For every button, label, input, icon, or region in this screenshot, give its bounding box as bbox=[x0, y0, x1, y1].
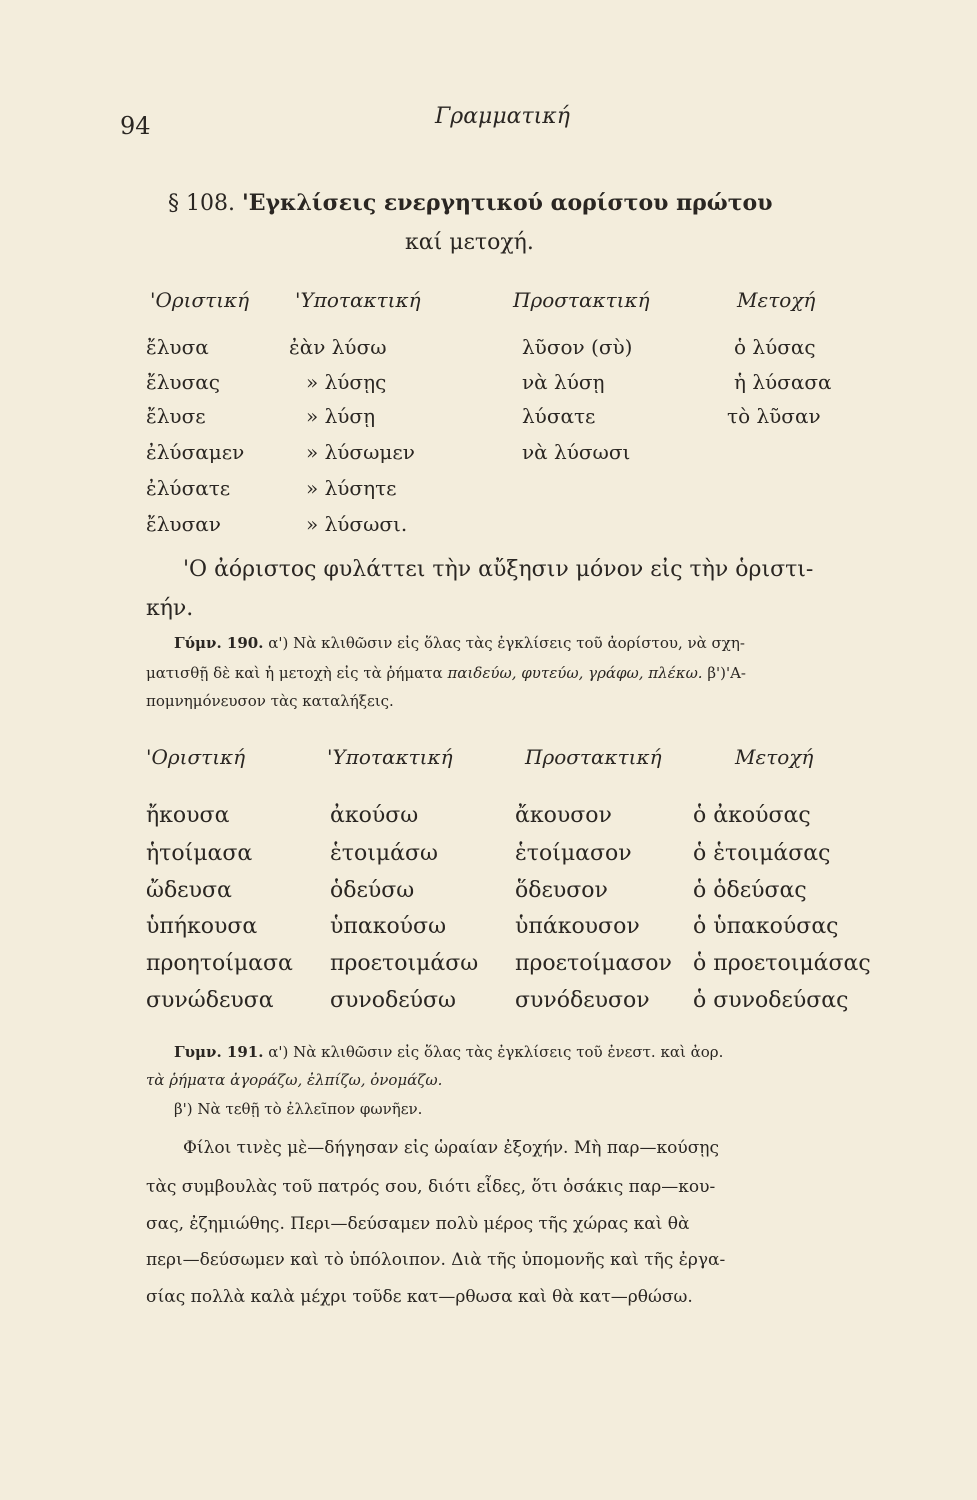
table2-header-oristiki: 'Οριστική bbox=[146, 745, 246, 769]
table2-ypotaktiki-cell: ὑπακούσω bbox=[330, 914, 447, 939]
table1-oristiki-cell: ἐλύσαμεν bbox=[146, 440, 245, 464]
note-line2: κήν. bbox=[146, 596, 194, 621]
table2-prostaktiki-cell: προετοίμασον bbox=[515, 951, 672, 976]
table1-metochi-cell: ὁ λύσας bbox=[734, 335, 816, 359]
table1-oristiki-cell: ἔλυσε bbox=[146, 404, 206, 428]
passage-line: Φίλοι τινὲς μὲ—δήγησαν εἰς ὡραίαν ἐξοχήν. Μὴ παρ—κούσῃς bbox=[183, 1138, 720, 1158]
table1-prostaktiki-cell: λῦσον (σὺ) bbox=[522, 335, 633, 359]
table2-header-ypotaktiki: 'Υποτακτική bbox=[327, 745, 453, 769]
table1-oristiki-cell: ἔλυσας bbox=[146, 370, 220, 394]
table2-prostaktiki-cell: συνόδευσον bbox=[515, 988, 650, 1013]
table2-ypotaktiki-cell: συνοδεύσω bbox=[330, 988, 456, 1013]
table1-prostaktiki-cell: νὰ λύσωσι bbox=[522, 440, 631, 464]
exercise-190-verbs: παιδεύω, φυτεύω, γράφω, πλέκω. bbox=[447, 664, 703, 682]
passage-line: σίας πολλὰ καλὰ μέχρι τοῦδε κατ—ρθωσα καὶ θὰ κατ—ρθώσω. bbox=[146, 1287, 693, 1307]
table1-metochi-cell: ἡ λύσασα bbox=[734, 370, 832, 394]
exercise-190-line2 bbox=[146, 664, 746, 682]
table2-prostaktiki-cell: ἑτοίμασον bbox=[515, 841, 632, 866]
exercise-190-line1 bbox=[174, 634, 745, 652]
table1-oristiki-cell: ἔλυσα bbox=[146, 335, 209, 359]
table2-prostaktiki-cell: ὅδευσον bbox=[515, 878, 608, 903]
table2-oristiki-cell: ἡτοίμασα bbox=[146, 841, 253, 866]
exercise-190-line3: πομνημόνευσον τὰς καταλήξεις. bbox=[146, 692, 394, 710]
table1-oristiki-cell: ἔλυσαν bbox=[146, 512, 221, 536]
passage-line: περι—δεύσωμεν καὶ τὸ ὑπόλοιπον. Διὰ τῆς ὑπομονῆς καὶ τῆς ἐργα- bbox=[146, 1250, 726, 1270]
note-line1: 'Ο ἀόριστος φυλάττει τὴν αὔξησιν μόνον εἰς τὴν ὁριστι- bbox=[183, 557, 814, 582]
page-number: 94 bbox=[120, 112, 151, 140]
exercise-190-text: ματισθῇ δὲ καὶ ἡ μετοχὴ εἰς τὰ ῥήματα bbox=[146, 664, 448, 682]
table2-metochi-cell: ὁ ἑτοιμάσας bbox=[693, 841, 831, 866]
section-number: § 108. bbox=[168, 191, 235, 216]
table2-ypotaktiki-cell: ἀκούσω bbox=[330, 803, 419, 828]
table1-header-prostaktiki: Προστακτική bbox=[513, 288, 650, 312]
table1-ypotaktiki-cell: » λύσῃς bbox=[306, 370, 387, 394]
table2-header-metochi: Μετοχή bbox=[735, 745, 814, 769]
table2-prostaktiki-cell: ὑπάκουσον bbox=[515, 914, 640, 939]
table2-header-prostaktiki: Προστακτική bbox=[525, 745, 662, 769]
section-title-line1: 'Εγκλίσεις ενεργητικού αορίστου πρώτου bbox=[241, 190, 773, 216]
table2-metochi-cell: ὁ ὑπακούσας bbox=[693, 914, 839, 939]
table1-prostaktiki-cell: λύσατε bbox=[522, 404, 596, 428]
table2-oristiki-cell: προητοίμασα bbox=[146, 951, 293, 976]
table1-ypotaktiki-cell: » λύσητε bbox=[306, 476, 397, 500]
exercise-191-line2: τὰ ῥήματα ἀγοράζω, ἐλπίζω, ὀνομάζω. bbox=[146, 1071, 443, 1089]
table1-metochi-cell: τὸ λῦσαν bbox=[727, 404, 821, 428]
table2-metochi-cell: ὁ ὁδεύσας bbox=[693, 878, 807, 903]
table1-prostaktiki-cell: νὰ λύσῃ bbox=[522, 370, 605, 394]
table2-oristiki-cell: συνώδευσα bbox=[146, 988, 274, 1013]
table1-ypotaktiki-cell: » λύσῃ bbox=[306, 404, 376, 428]
exercise-190-text: β')'Α- bbox=[702, 664, 747, 682]
table2-oristiki-cell: ὤδευσα bbox=[146, 878, 232, 903]
exercise-190-label: Γύμν. 190. bbox=[174, 634, 264, 652]
table1-ypotaktiki-cell: » λύσωσι. bbox=[306, 512, 408, 536]
table1-ypotaktiki-cell: » λύσωμεν bbox=[306, 440, 415, 464]
table2-oristiki-cell: ὑπήκουσα bbox=[146, 914, 258, 939]
exercise-191-label: Γυμν. 191. bbox=[174, 1043, 264, 1061]
table2-prostaktiki-cell: ἄκουσον bbox=[515, 803, 612, 828]
table2-metochi-cell: ὁ προετοιμάσας bbox=[693, 951, 871, 976]
exercise-190-text: α') Νὰ κλιθῶσιν εἰς ὅλας τὰς ἐγκλίσεις τοῦ ἀορίστου, νὰ σχη- bbox=[268, 634, 745, 652]
table1-header-ypotaktiki: 'Υποτακτική bbox=[295, 288, 421, 312]
exercise-191-text: α') Νὰ κλιθῶσιν εἰς ὅλας τὰς ἐγκλίσεις τοῦ ἐνεστ. καὶ ἀορ. bbox=[268, 1043, 724, 1061]
section-title-line2: καί μετοχή. bbox=[405, 230, 534, 255]
table2-ypotaktiki-cell: ἑτοιμάσω bbox=[330, 841, 438, 866]
table1-ypotaktiki-cell: ἐὰν λύσω bbox=[289, 335, 387, 359]
passage-line: σας, ἐζημιώθης. Περι—δεύσαμεν πολὺ μέρος τῆς χώρας καὶ θὰ bbox=[146, 1214, 690, 1234]
table2-metochi-cell: ὁ ἀκούσας bbox=[693, 803, 811, 828]
section-heading bbox=[168, 190, 773, 216]
table2-ypotaktiki-cell: ὁδεύσω bbox=[330, 878, 415, 903]
table2-metochi-cell: ὁ συνοδεύσας bbox=[693, 988, 849, 1013]
table1-header-metochi: Μετοχή bbox=[737, 288, 816, 312]
passage-line: τὰς συμβουλὰς τοῦ πατρός σου, διότι εἶδες, ὅτι ὁσάκις παρ—κου- bbox=[146, 1177, 716, 1197]
table1-oristiki-cell: ἐλύσατε bbox=[146, 476, 231, 500]
table2-oristiki-cell: ἤκουσα bbox=[146, 803, 230, 828]
table2-ypotaktiki-cell: προετοιμάσω bbox=[330, 951, 479, 976]
exercise-191-line3: β') Νὰ τεθῇ τὸ ἐλλεῖπον φωνῆεν. bbox=[174, 1100, 423, 1118]
table1-header-oristiki: 'Οριστική bbox=[150, 288, 250, 312]
running-title: Γραμματική bbox=[435, 104, 570, 129]
exercise-191-line1 bbox=[174, 1043, 723, 1061]
